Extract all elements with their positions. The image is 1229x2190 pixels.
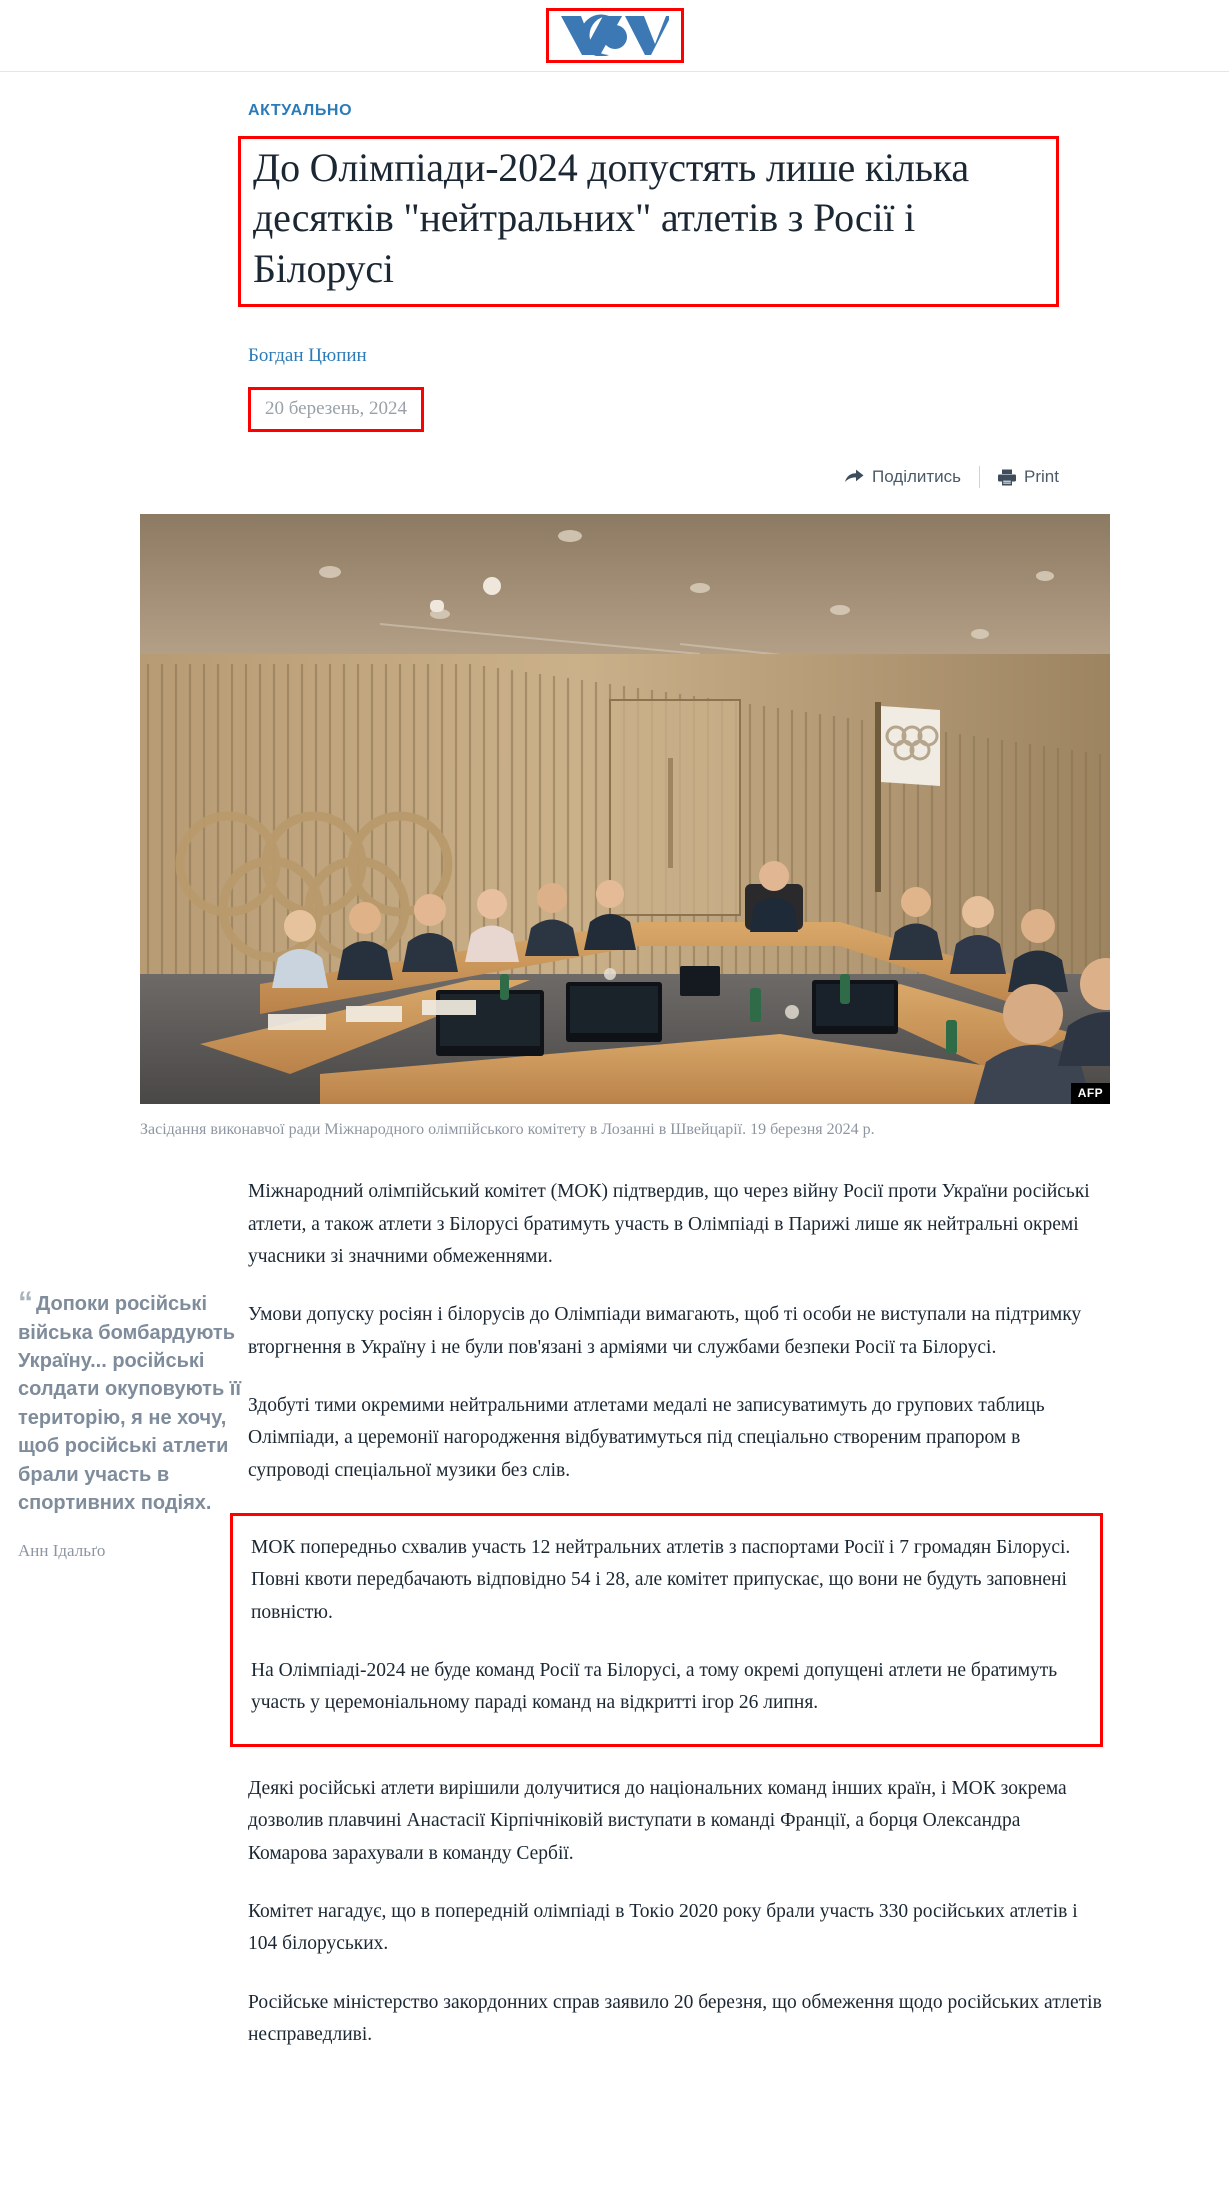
paragraph-highlight-1: МОК попередньо схвалив участь 12 нейтральних атлетів з паспортами Росії і 7 громадян Білорусі. Повні квоти передбачають відповідно 54 і 28, але комітет припускає, що вони не будуть заповнені повністю. xyxy=(251,1537,1071,1623)
article-body xyxy=(248,1176,1103,2051)
pull-quote-attribution: Анн Ідальґо xyxy=(18,1541,106,1561)
hero-figure xyxy=(0,514,1229,1142)
site-masthead xyxy=(0,0,1229,72)
voa-logo-icon xyxy=(559,14,671,56)
pull-quote-text-wrapper xyxy=(18,1286,243,1517)
photo-caption: Засідання виконавчої ради Міжнародного олімпійського комітету в Лозанні в Швейцарії. 19 березня 2024 р. xyxy=(140,1121,875,1139)
share-toolbar xyxy=(0,462,1229,492)
print-label: Print xyxy=(1024,467,1059,487)
voa-logo[interactable] xyxy=(546,8,684,63)
share-arrow-icon xyxy=(845,469,864,485)
paragraph-1: Умови допуску росіян і білорусів до Олімпіади вимагають, щоб ті особи не виступали на підтримку вторгнення в Україну і не були пов'язані з арміями чи службами безпеки Росії та Білорусі. xyxy=(248,1304,1082,1358)
article-header xyxy=(0,72,1229,432)
hero-photo xyxy=(140,514,1110,1104)
paragraph-lead: Міжнародний олімпійський комітет (МОК) підтвердив, що через війну Росії проти України російські атлети, а також атлети з Білорусі братимуть участь в Олімпіаді в Парижі лише як нейтральні окремі учасники зі значними обмеженнями. xyxy=(248,1181,1090,1267)
share-label: Поділитись xyxy=(871,467,962,487)
paragraph-5: Російське міністерство закордонних справ заявило 20 березня, що обмеження щодо російських атлетів несправедливі. xyxy=(248,1991,1102,2045)
paragraph-4: Комітет нагадує, що в попередній олімпіаді в Токіо 2020 року брали участь 330 російських атлетів і 104 білоруських. xyxy=(248,1900,1078,1955)
printer-icon xyxy=(998,469,1016,486)
date-highlight-box xyxy=(248,387,424,432)
headline-highlight-box xyxy=(238,136,1059,307)
share-button[interactable] xyxy=(845,467,961,487)
content-wrapper xyxy=(0,72,1229,2117)
toolbar-divider xyxy=(979,466,980,488)
paragraph-highlight-2: На Олімпіаді-2024 не буде команд Росії та Білорусі, а тому окремі допущені атлети не братимуть участь у церемоніальному параді команд на відкритті ігор 26 липня. xyxy=(251,1660,1058,1714)
byline xyxy=(248,345,1059,367)
print-button[interactable] xyxy=(998,467,1059,487)
highlighted-paragraphs-box xyxy=(230,1513,1103,1747)
page-title: До Олімпіади-2024 допустять лише кілька десятків "нейтральних" атлетів з Росії і Білорусі xyxy=(253,145,969,291)
article-kicker: АКТУАЛЬНО xyxy=(248,102,353,119)
paragraph-2: Здобуті тими окремими нейтральними атлетами медалі не записуватимуть до групових таблиць Олімпіади, а церемонії нагородження відбуватимуться під спеціально створеним прапором в супроводі спеціальної музики без слів. xyxy=(248,1394,1045,1481)
publish-date: 20 березень, 2024 xyxy=(265,398,408,420)
photo-credit: AFP xyxy=(1071,1083,1110,1104)
pull-quote xyxy=(18,1286,243,1561)
article-body-area xyxy=(0,1176,1229,2117)
author-link[interactable]: Богдан Цюпин xyxy=(248,345,367,367)
quote-mark-icon: “ xyxy=(18,1286,31,1320)
pull-quote-text: Допоки російські війська бомбардують Україну... російські солдати окуповують її територію, я не хочу, щоб російські атлети брали участь в спортивних подіях. xyxy=(18,1293,242,1514)
paragraph-3: Деякі російські атлети вирішили долучитися до національних команд інших країн, і МОК зокрема дозволив плавчині Анастасії Кірпічніковій виступати в команді Франції, а борця Олександра Комарова зарахували в команду Сербії. xyxy=(248,1777,1067,1864)
meeting-room-photo-illustration xyxy=(140,514,1110,1104)
